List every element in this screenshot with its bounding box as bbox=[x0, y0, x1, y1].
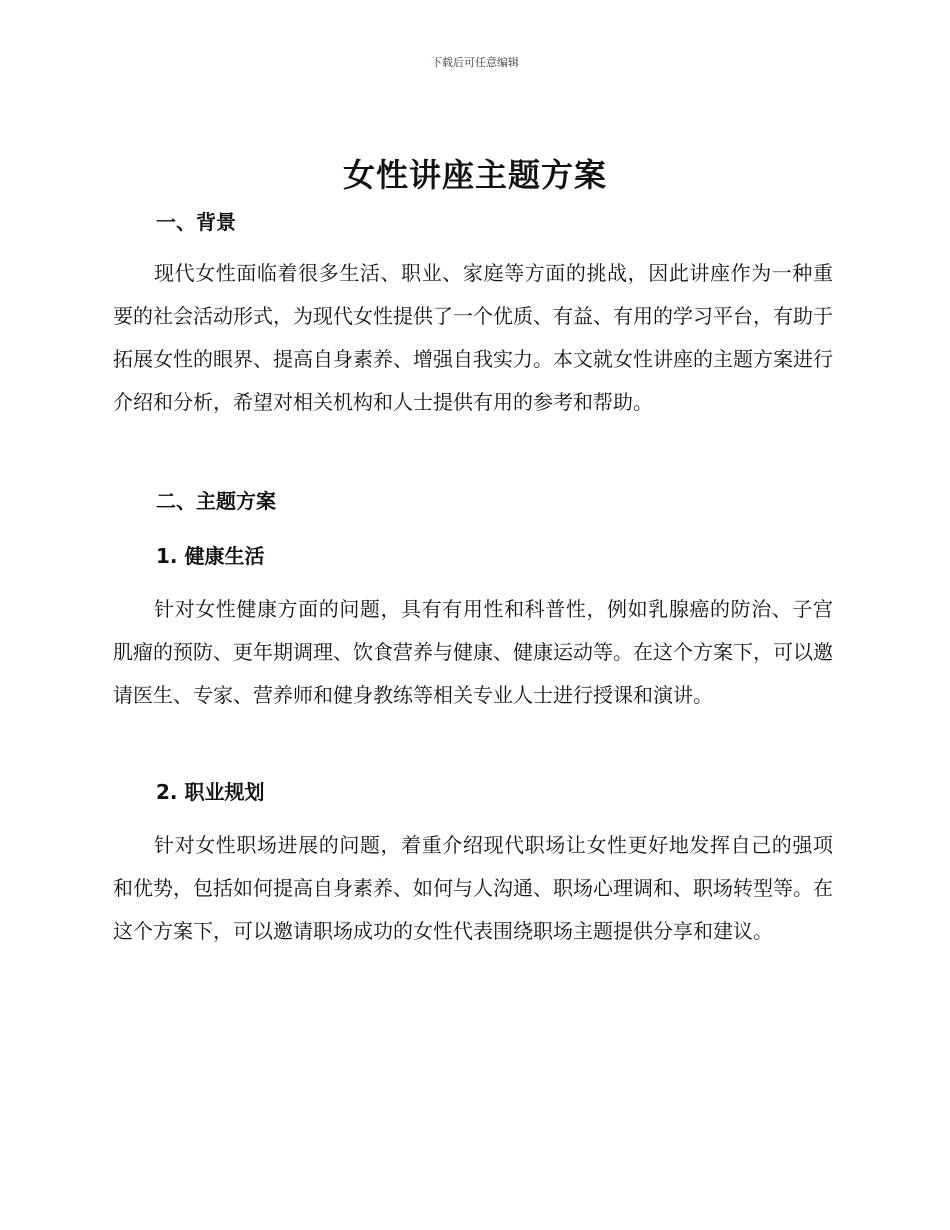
header-note: 下载后可任意编辑 bbox=[431, 56, 519, 69]
section-heading-background: 一、背景 bbox=[156, 210, 236, 234]
subheading-health: 1. 健康生活 bbox=[156, 544, 265, 568]
document-title: 女性讲座主题方案 bbox=[342, 156, 607, 194]
paragraph-career: 针对女性职场进展的问题，着重介绍现代职场让女性更好地发挥自己的强项和优势，包括如何提高自身素养、如何与人沟通、职场心理调和、职场转型等。在这个方案下，可以邀请职场成功的女性代表围绕职场主题提供分享和建议。 bbox=[113, 833, 833, 943]
paragraph-health: 针对女性健康方面的问题，具有有用性和科普性，例如乳腺癌的防治、子宫肌瘤的预防、更年期调理、饮食营养与健康、健康运动等。在这个方案下，可以邀请医生、专家、营养师和健身教练等相关专业人士进行授课和演讲。 bbox=[113, 597, 833, 707]
section-heading-themes: 二、主题方案 bbox=[156, 489, 276, 513]
paragraph-background: 现代女性面临着很多生活、职业、家庭等方面的挑战，因此讲座作为一种重要的社会活动形式，为现代女性提供了一个优质、有益、有用的学习平台，有助于拓展女性的眼界、提高自身素养、增强自我实力。本文就女性讲座的主题方案进行介绍和分析，希望对相关机构和人士提供有用的参考和帮助。 bbox=[113, 261, 833, 414]
subheading-career: 2. 职业规划 bbox=[156, 780, 265, 804]
